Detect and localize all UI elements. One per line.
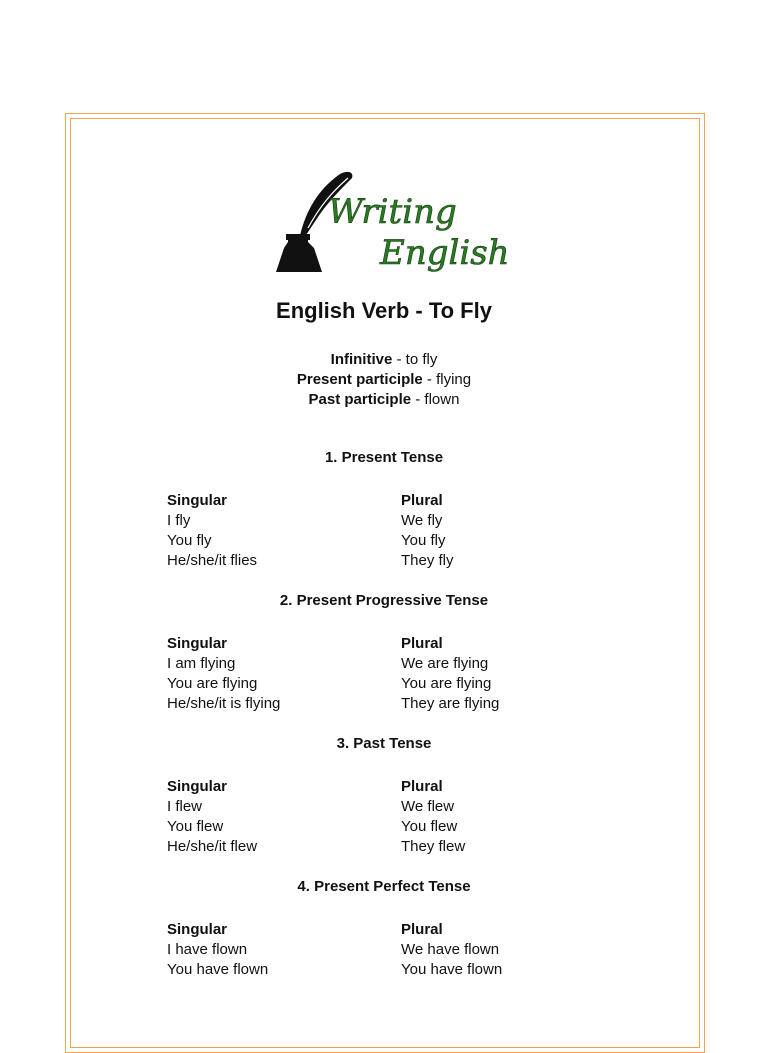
ink-bottle-icon [276, 238, 322, 272]
logo-text-writing: Writing [328, 192, 457, 232]
plural-column [401, 491, 454, 571]
conjugation: You are flying [167, 675, 258, 692]
conjugation: I am flying [167, 655, 236, 672]
plural-label: Plural [401, 635, 443, 652]
singular-label: Singular [167, 635, 228, 652]
conjugation: We fly [401, 512, 443, 529]
conjugation: They are flying [401, 695, 500, 712]
conjugation: You flew [167, 818, 224, 835]
conjugation: You flew [401, 818, 458, 835]
writing-english-logo [270, 168, 510, 280]
conjugation: I fly [167, 512, 191, 529]
singular-column [167, 491, 257, 571]
form-present-participle: Present participle - flying [296, 371, 472, 388]
tense-heading: 1. Present Tense [324, 449, 444, 466]
tense-heading: 3. Past Tense [336, 735, 432, 752]
conjugation: I flew [167, 798, 203, 815]
singular-column [167, 777, 257, 857]
form-past-participle: Past participle - flown [308, 391, 460, 408]
singular-label: Singular [167, 778, 228, 795]
page-title: English Verb - To Fly [276, 298, 492, 323]
plural-label: Plural [401, 492, 443, 509]
conjugation: He/she/it flies [167, 552, 258, 569]
conjugation: You fly [401, 532, 446, 549]
plural-label: Plural [401, 778, 443, 795]
tense-heading: 4. Present Perfect Tense [297, 878, 471, 895]
conjugation: We are flying [401, 655, 489, 672]
conjugation: You fly [167, 532, 212, 549]
plural-column [401, 634, 499, 714]
conjugation: I have flown [167, 941, 248, 958]
singular-column [167, 920, 268, 980]
form-infinitive: Infinitive - to fly [330, 351, 438, 368]
plural-column [401, 777, 465, 857]
verb-forms [0, 350, 768, 410]
plural-column [401, 920, 502, 980]
conjugation: We flew [401, 798, 455, 815]
conjugation: You have flown [401, 961, 503, 978]
logo-text-english: English [380, 233, 510, 273]
singular-label: Singular [167, 921, 228, 938]
conjugation: You have flown [167, 961, 269, 978]
conjugation: They flew [401, 838, 466, 855]
conjugation: We have flown [401, 941, 500, 958]
singular-label: Singular [167, 492, 228, 509]
tense-heading: 2. Present Progressive Tense [279, 592, 489, 609]
conjugation: He/she/it is flying [167, 695, 281, 712]
plural-label: Plural [401, 921, 443, 938]
conjugation: He/she/it flew [167, 838, 258, 855]
singular-column [167, 634, 280, 714]
conjugation: They fly [401, 552, 454, 569]
conjugation: You are flying [401, 675, 492, 692]
